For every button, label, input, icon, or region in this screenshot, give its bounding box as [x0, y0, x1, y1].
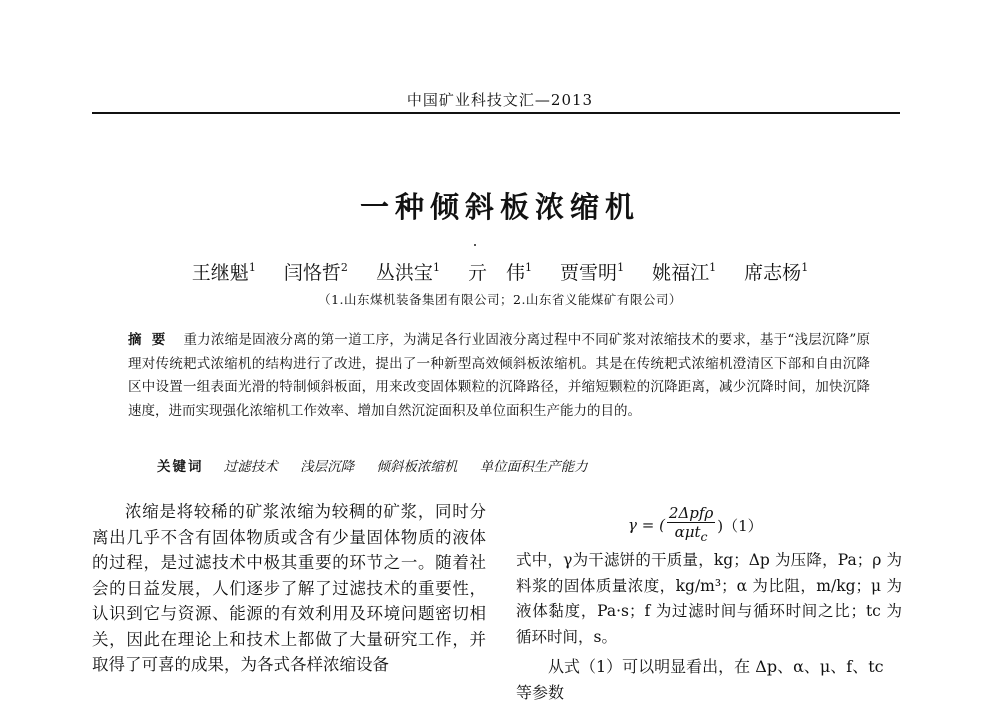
author: 丛洪宝$^1$: [375, 261, 440, 284]
running-header: 中国矿业科技文汇—2013: [406, 91, 594, 109]
keyword: 过滤技术: [223, 459, 278, 475]
paper-title: 一种倾斜板浓缩机: [359, 190, 640, 224]
author: 闫恪哲$^2$: [283, 261, 348, 284]
affiliation: （1.山东煤机装备集团有限公司；2.山东省义能煤矿有限公司）: [318, 292, 682, 307]
keyword: 倾斜板浓缩机: [376, 459, 458, 475]
body-right-paragraph: 式中，γ为干滤饼的干质量，kg；Δp 为压降，Pa；ρ 为料浆的固体质量浓度，kg/m³；α 为比阻，m/kg；μ 为液体黏度，Pa·s；f 为过滤时间与循环时间之比；tc 为循环时间，s。: [516, 551, 902, 646]
body-right-paragraph-2: 从式（1）可以明显看出，在 Δp、α、μ、f、tc 等参数: [516, 657, 884, 702]
formula-rhs: )（1）: [717, 516, 763, 535]
author-list: [0, 258, 1000, 285]
abstract-text: 重力浓缩是固液分离的第一道工序，为满足各行业固液分离过程中不同矿浆对浓缩技术的要求，基于“浅层沉降”原理对传统耙式浓缩机的结构进行了改进，提出了一种新型高效倾斜板浓缩机。其是在传统耙式浓缩机澄清区下部和自由沉降区中设置一组表面光滑的特制倾斜板面，用来改变固体颗粒的沉降路径，并缩短颗粒的沉降距离，减少沉降时间，加快沉降速度，进而实现强化浓缩机工作效率、增加自然沉淀面积及单位面积生产能力的目的。: [128, 332, 870, 419]
author: 姚福江$^1$: [652, 261, 717, 284]
author: 贾雪明$^1$: [560, 261, 625, 284]
author: 亓 伟$^1$: [467, 261, 532, 284]
keywords-label: 关键词: [157, 459, 204, 475]
author: 席志杨$^1$: [744, 261, 809, 284]
abstract: [128, 329, 870, 423]
keyword: 浅层沉降: [300, 459, 355, 475]
formula-fraction: [667, 504, 715, 546]
keywords: [157, 455, 870, 475]
body-left-paragraph: 浓缩是将较稀的矿浆浓缩为较稠的矿浆，同时分离出几乎不含有固体物质或含有少量固体物质的液体的过程，是过滤技术中极其重要的环节之一。随着社会的日益发展，人们逐步了解了过滤技术的重要性，认识到它与资源、能源的有效利用及环境问题密切相关，因此在理论上和技术上都做了大量研究工作，并取得了可喜的成果，为各式各样浓缩设备: [92, 502, 486, 674]
abstract-label: 摘要: [128, 332, 176, 348]
header-divider: [92, 112, 900, 114]
formula-denominator: αμt$_c$: [674, 523, 708, 544]
formula-numerator: 2Δpfρ: [668, 504, 714, 522]
speck: [474, 244, 476, 246]
equation-1: [628, 504, 763, 546]
author: 王继魁$^1$: [191, 261, 256, 284]
keyword: 单位面积生产能力: [479, 459, 588, 475]
formula-lhs: γ = (: [628, 516, 665, 534]
